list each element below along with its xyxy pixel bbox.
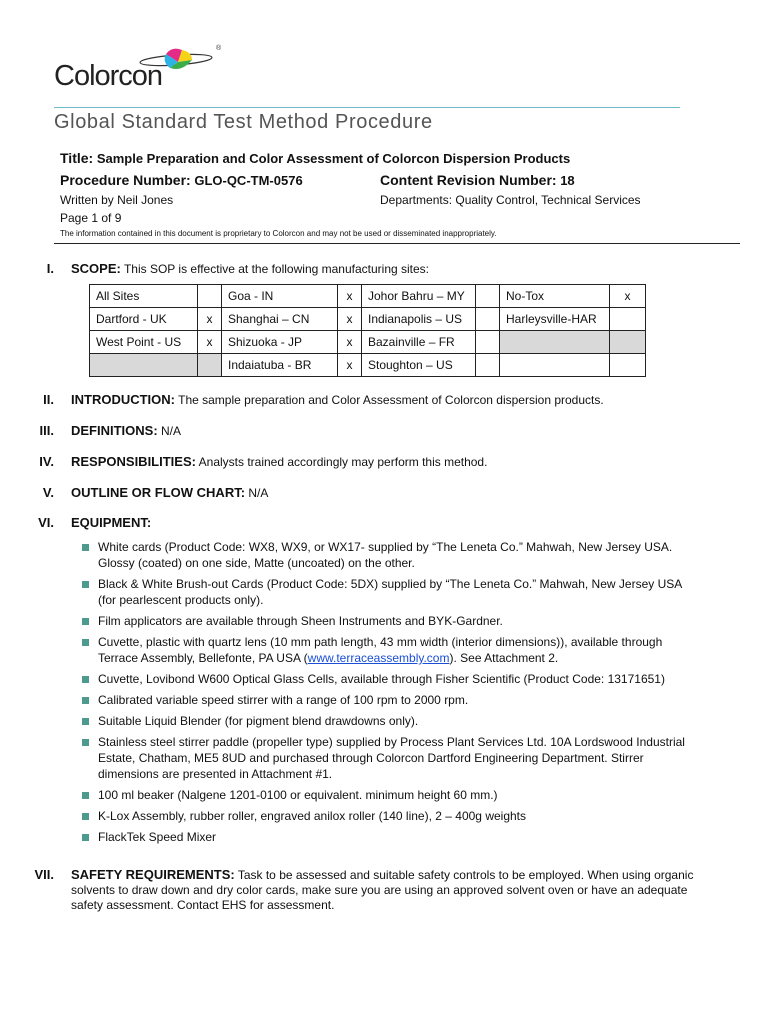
revision-number: 18 (560, 173, 575, 188)
site-cell: West Point - US (90, 331, 198, 354)
square-bullet-icon (82, 697, 89, 704)
svg-text:®: ® (216, 45, 222, 52)
departments: Departments: Quality Control, Technical Services (380, 193, 641, 207)
list-item-text: ). See Attachment 2. (449, 651, 559, 665)
section-number: I. (46, 261, 54, 276)
sites-table (89, 284, 646, 377)
site-mark-cell: x (198, 331, 222, 354)
section-number: V. (42, 485, 54, 500)
square-bullet-icon (82, 792, 89, 799)
site-mark-cell (198, 285, 222, 308)
list-item (80, 808, 692, 824)
list-item (80, 671, 692, 687)
section-heading: EQUIPMENT: (71, 515, 152, 530)
square-bullet-icon (82, 639, 89, 646)
site-cell (90, 354, 198, 377)
list-item-text: 100 ml beaker (Nalgene 1201-0100 or equivalent. minimum height 60 mm.) (98, 788, 498, 802)
list-item-text: FlackTek Speed Mixer (98, 830, 217, 844)
section-text: Analysts trained accordingly may perform this method. (198, 455, 488, 469)
site-cell: Bazainville – FR (362, 331, 476, 354)
site-mark-cell: x (338, 308, 362, 331)
site-mark-cell: x (338, 354, 362, 377)
site-cell: Goa - IN (222, 285, 338, 308)
site-cell: Harleysville-HAR (500, 308, 610, 331)
written-by: Written by Neil Jones (60, 193, 174, 207)
site-cell: Dartford - UK (90, 308, 198, 331)
list-item-text: Stainless steel stirrer paddle (propeller type) supplied by Process Plant Services Ltd. 10A Lordswood Industrial Estate, Chatham, ME5 8UD and purchased through Colorcon Dartford Engineering Department. Stirrer dimensions are presented in Attachment #1. (98, 735, 685, 781)
list-item (80, 634, 692, 666)
section-text: The sample preparation and Color Assessment of Colorcon dispersion products. (178, 393, 604, 407)
list-item (80, 787, 692, 803)
site-cell: Indianapolis – US (362, 308, 476, 331)
square-bullet-icon (82, 718, 89, 725)
table-row (90, 285, 646, 308)
list-item-text: Cuvette, plastic with quartz lens (10 mm path length, 43 mm width (interior dimensions)), available through Terrace Assembly, Bellefonte, PA USA ( (98, 635, 663, 665)
site-mark-cell (476, 331, 500, 354)
list-item-text: Black & White Brush-out Cards (Product Code: 5DX) supplied by “The Leneta Co.” Mahwah, New Jersey USA (for pearlescent products only). (98, 577, 682, 607)
site-cell: Shizuoka - JP (222, 331, 338, 354)
section-heading: RESPONSIBILITIES: (71, 454, 196, 469)
site-mark-cell: x (338, 331, 362, 354)
square-bullet-icon (82, 544, 89, 551)
site-cell: Stoughton – US (362, 354, 476, 377)
revision-label: Content Revision Number: (380, 172, 557, 188)
site-mark-cell (476, 354, 500, 377)
list-item-text: Cuvette, Lovibond W600 Optical Glass Cells, available through Fisher Scientific (Product Code: 13171651) (98, 672, 665, 686)
section-number: IV. (39, 454, 54, 469)
list-item (80, 734, 692, 782)
site-cell: Shanghai – CN (222, 308, 338, 331)
table-row (90, 331, 646, 354)
list-item-text: White cards (Product Code: WX8, WX9, or WX17- supplied by “The Leneta Co.” Mahwah, New Jersey USA. Glossy (coated) on one side, Matte (uncoated) on the other. (98, 540, 673, 570)
table-row (90, 354, 646, 377)
logo-wordmark: Colorcon (54, 60, 163, 92)
section-text: This SOP is effective at the following manufacturing sites: (123, 262, 430, 276)
list-item-text: Calibrated variable speed stirrer with a range of 100 rpm to 2000 rpm. (98, 693, 469, 707)
square-bullet-icon (82, 581, 89, 588)
list-item-text: K-Lox Assembly, rubber roller, engraved anilox roller (140 line), 2 – 400g weights (98, 809, 527, 823)
list-item (80, 692, 692, 708)
site-mark-cell (610, 308, 646, 331)
section-text: Task to be assessed and suitable safety controls to be employed. When using organic solvents to draw down and dry color cards, make sure you are using an approved solvent oven or have an adequate safety assessment. Contact EHS for assessment. (71, 868, 694, 912)
site-mark-cell (610, 354, 646, 377)
header-accent-rule (54, 107, 680, 108)
square-bullet-icon (82, 834, 89, 841)
procedure-number: GLO-QC-TM-0576 (194, 173, 303, 188)
section-number: VII. (34, 867, 54, 882)
page-number: Page 1 of 9 (60, 211, 122, 225)
list-item-text: Suitable Liquid Blender (for pigment blend drawdowns only). (98, 714, 419, 728)
section-heading: DEFINITIONS: (71, 423, 158, 438)
site-mark-cell (476, 285, 500, 308)
title-label: Title: (60, 150, 94, 166)
section-number: II. (43, 392, 54, 407)
list-item (80, 539, 692, 571)
list-item (80, 713, 692, 729)
document-type-title: Global Standard Test Method Procedure (54, 111, 433, 133)
list-item (80, 829, 692, 845)
site-mark-cell: x (610, 285, 646, 308)
title-line (60, 150, 570, 166)
section-heading: SAFETY REQUIREMENTS: (71, 867, 235, 882)
section-heading: OUTLINE OR FLOW CHART: (71, 485, 246, 500)
site-mark-cell: x (338, 285, 362, 308)
proprietary-notice: The information contained in this document is proprietary to Colorcon and may not be used or disseminated inappropriately. (60, 229, 497, 238)
site-mark-cell (198, 354, 222, 377)
square-bullet-icon (82, 676, 89, 683)
square-bullet-icon (82, 618, 89, 625)
site-mark-cell (476, 308, 500, 331)
square-bullet-icon (82, 739, 89, 746)
section-text: N/A (248, 486, 269, 500)
site-cell (500, 331, 610, 354)
table-row (90, 308, 646, 331)
section-number: VI. (38, 515, 54, 530)
section-heading: INTRODUCTION: (71, 392, 175, 407)
list-item (80, 613, 692, 629)
colorcon-logo (54, 42, 234, 98)
section-number: III. (39, 423, 54, 438)
title-value: Sample Preparation and Color Assessment of Colorcon Dispersion Products (96, 151, 571, 166)
section-text: N/A (161, 424, 182, 438)
header-divider (54, 243, 740, 244)
site-mark-cell (610, 331, 646, 354)
list-item (80, 576, 692, 608)
equipment-list (80, 539, 692, 850)
procedure-line (60, 172, 303, 188)
site-cell: No-Tox (500, 285, 610, 308)
list-item-text: Film applicators are available through Sheen Instruments and BYK-Gardner. (98, 614, 503, 628)
site-cell (500, 354, 610, 377)
procedure-label: Procedure Number: (60, 172, 191, 188)
terrace-assembly-link[interactable]: www.terraceassembly.com (307, 651, 450, 665)
section-heading: SCOPE: (71, 261, 121, 276)
site-mark-cell: x (198, 308, 222, 331)
revision-line (380, 172, 575, 188)
site-cell: All Sites (90, 285, 198, 308)
site-cell: Johor Bahru – MY (362, 285, 476, 308)
site-cell: Indaiatuba - BR (222, 354, 338, 377)
square-bullet-icon (82, 813, 89, 820)
